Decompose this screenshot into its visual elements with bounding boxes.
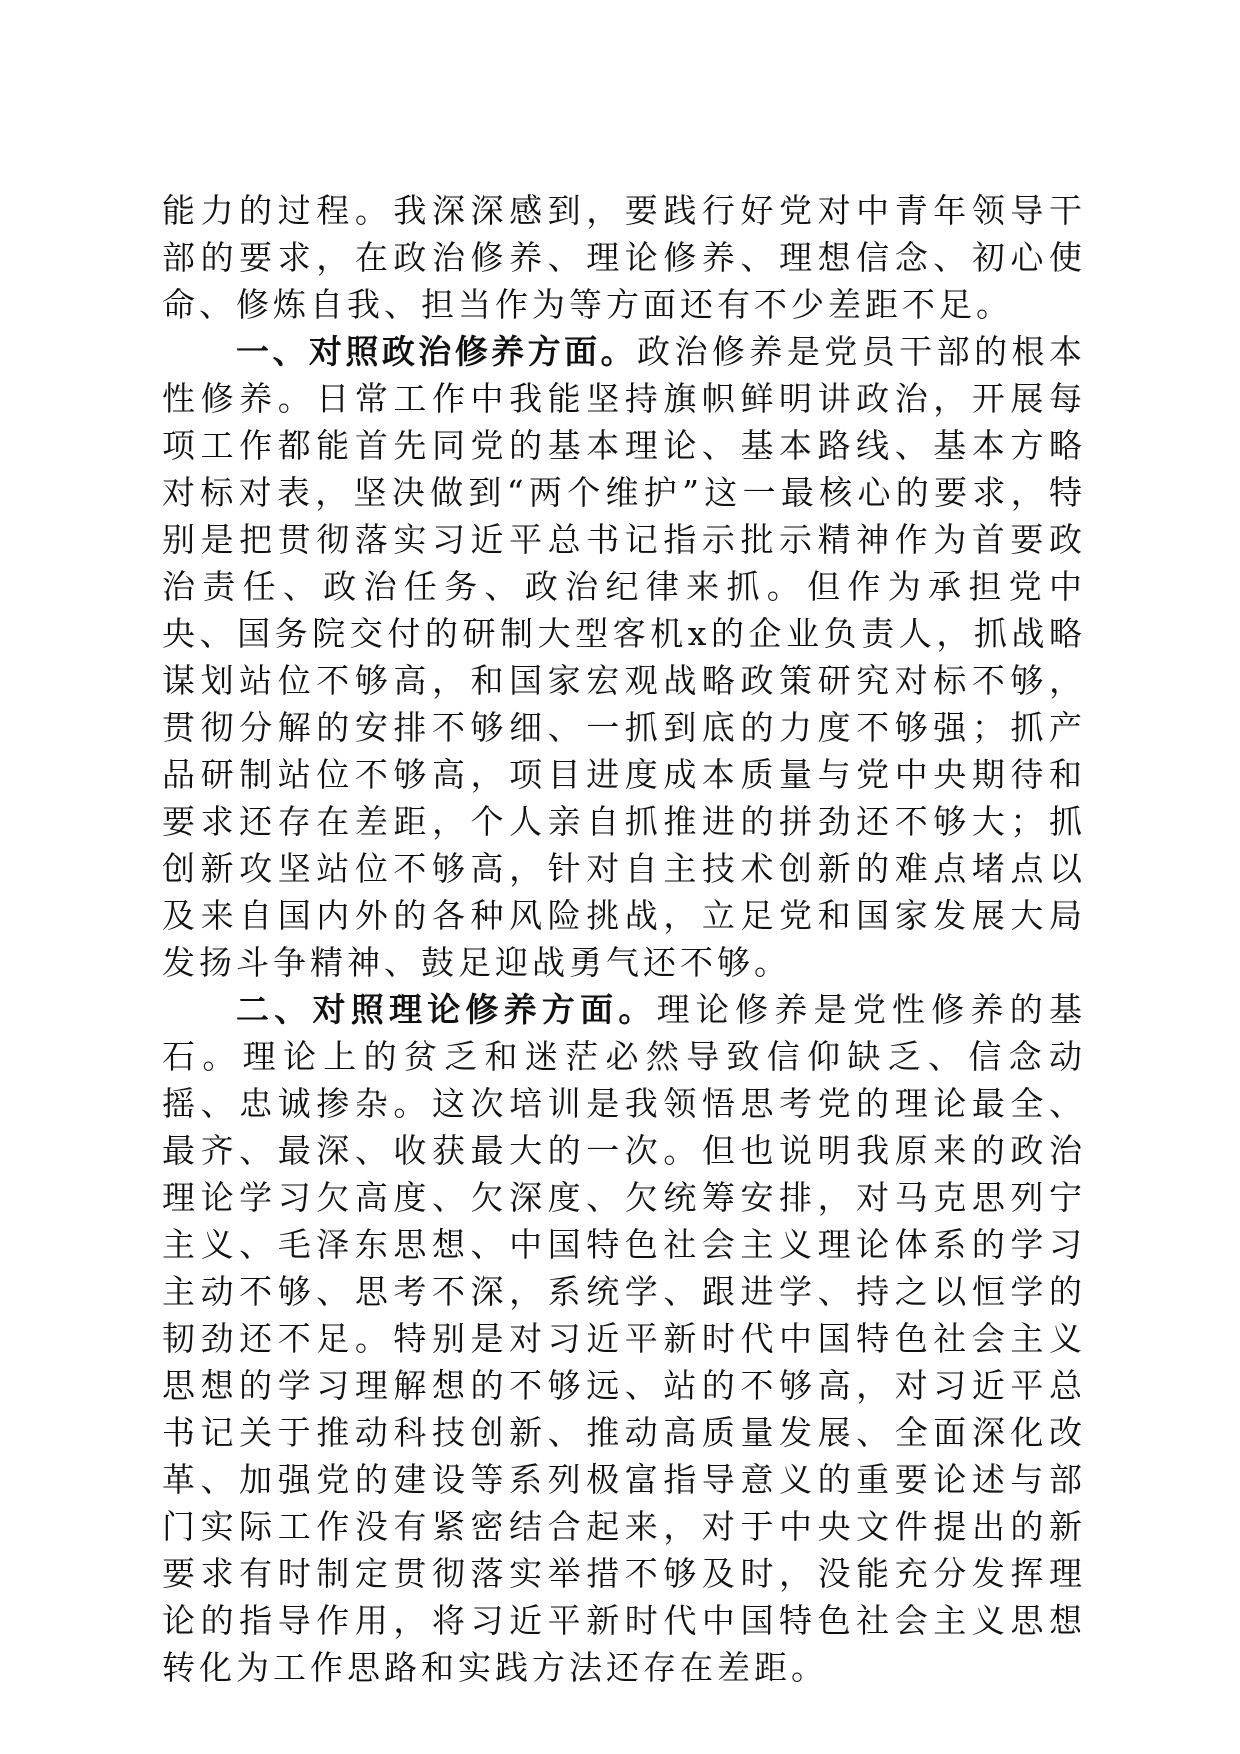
section-body: 理论修养是党性修养的基石。理论上的贫乏和迷茫必然导致信仰缺乏、信念动摇、忠诚掺杂。这次培训是我领悟思考党的理论最全、最齐、最深、收获最大的一次。但也说明我原来的政治理论学习欠高度、欠深度、欠统筹安排，对马克思列宁主义、毛泽东思想、中国特色社会主义理论体系的学习主动不够、思考不深，系统学、跟进学、持之以恒学的韧劲还不足。特别是对习近平新时代中国特色社会主义思想的学习理解想的不够远、站的不够高，对习近平总书记关于推动科技创新、推动高质量发展、全面深化改革、加强党的建设等系列极富指导意义的重要论述与部门实际工作没有紧密结合起来，对于中央文件提出的新要求有时制定贯彻落实举措不够及时，没能充分发挥理论的指导作用，将习近平新时代中国特色社会主义思想转化为工作思路和实践方法还存在差距。 [162,990,1087,1687]
section-theoretical-cultivation [162,986,1086,1691]
section-heading: 一、对照政治修养方面。 [236,332,637,371]
section-heading: 二、对照理论修养方面。 [236,990,657,1029]
section-body: 政治修养是党员干部的根本性修养。日常工作中我能坚持旗帜鲜明讲政治，开展每项工作都能首先同党的基本理论、基本路线、基本方略对标对表，坚决做到“两个维护”这一最核心的要求，特别是把贯彻落实习近平总书记指示批示精神作为首要政治责任、政治任务、政治纪律来抓。但作为承担党中央、国务院交付的研制大型客机x的企业负责人，抓战略谋划站位不够高，和国家宏观战略政策研究对标不够，贯彻分解的安排不够细、一抓到底的力度不够强；抓产品研制站位不够高，项目进度成本质量与党中央期待和要求还存在差距，个人亲自抓推进的拼劲还不够大；抓创新攻坚站位不够高，针对自主技术创新的难点堵点以及来自国内外的各种风险挑战，立足党和国家发展大局发扬斗争精神、鼓足迎战勇气还不够。 [162,332,1086,982]
intro-paragraph: 能力的过程。我深深感到，要践行好党对中青年领导干部的要求，在政治修养、理论修养、理想信念、初心使命、修炼自我、担当作为等方面还有不少差距不足。 [162,191,1086,324]
document-page [162,187,1086,1691]
section-political-cultivation [162,328,1086,986]
